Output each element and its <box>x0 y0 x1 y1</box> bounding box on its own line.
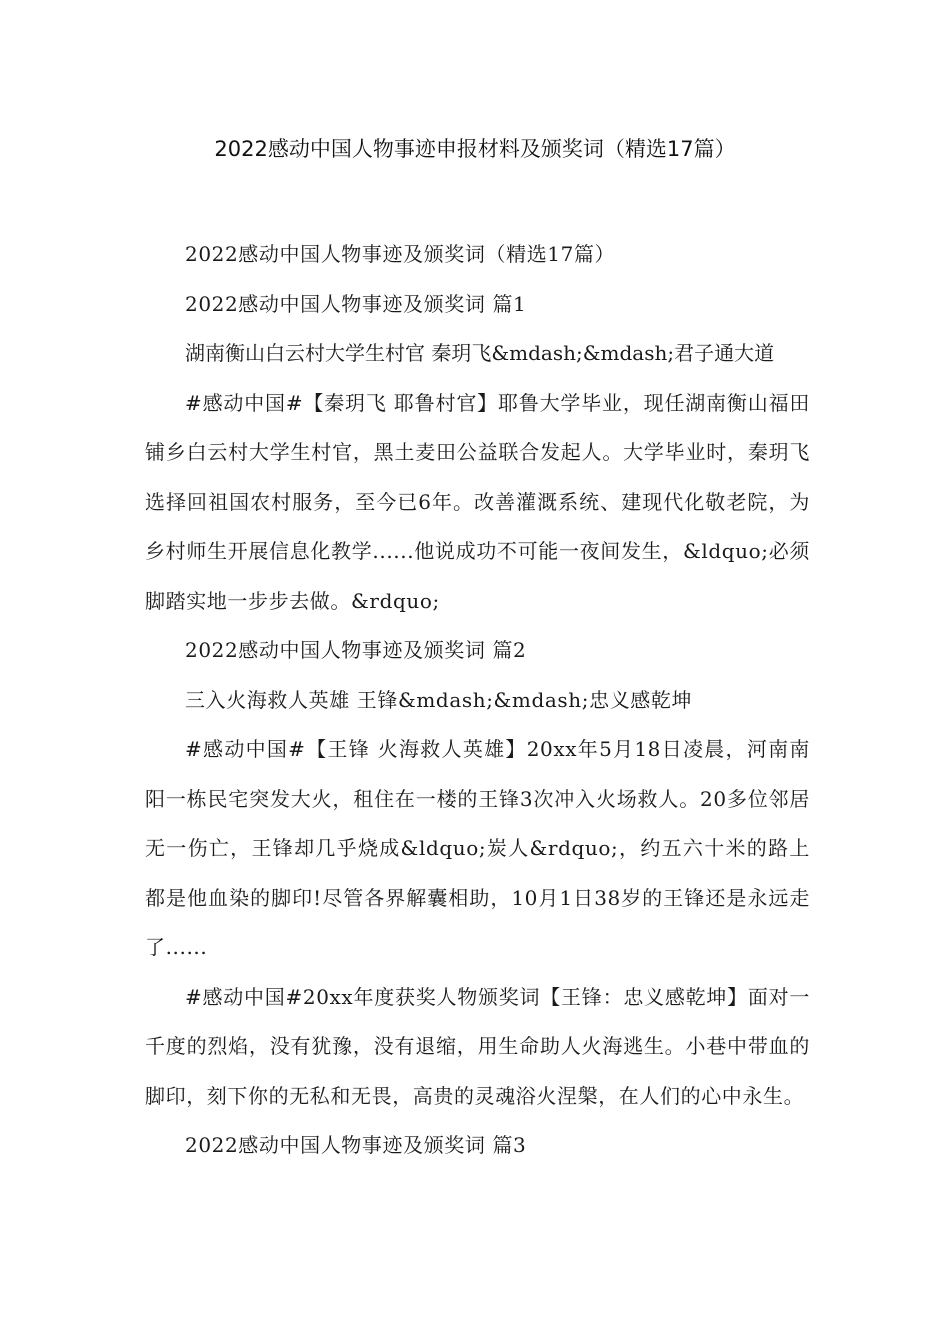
section-heading-1: 2022感动中国人物事迹及颁奖词 篇1 <box>185 291 527 316</box>
section-heading-2: 2022感动中国人物事迹及颁奖词 篇2 <box>185 638 527 662</box>
intro-heading: 2022感动中国人物事迹及颁奖词（精选17篇） <box>185 242 616 266</box>
person-subtitle-1: 湖南衡山白云村大学生村官 秦玥飞&mdash;&mdash;君子通大道 <box>185 341 775 365</box>
section-heading-3: 2022感动中国人物事迹及颁奖词 篇3 <box>185 1133 527 1157</box>
award-citation-paragraph: #感动中国#20xx年度获奖人物颁奖词【王锋：忠义感乾坤】面对一千度的烈焰，没有犹豫，没有退缩，用生命助人火海逃生。小巷中带血的脚印，刻下你的无私和无畏，高贵的灵魂浴火涅槃，在人们的心中永生。 <box>145 984 810 1108</box>
body-paragraph-1: #感动中国#【秦玥飞 耶鲁村官】耶鲁大学毕业，现任湖南衡山福田铺乡白云村大学生村官，黑土麦田公益联合发起人。大学毕业时，秦玥飞选择回祖国农村服务，至今已6年。改善灌溉系统、建现代化敬老院，为乡村师生开展信息化教学......他说成功不可能一夜间发生，&ldquo;必须脚踏实地一步步去做。&rdquo; <box>145 390 810 613</box>
body-paragraph-2: #感动中国#【王锋 火海救人英雄】20xx年5月18日凌晨，河南南阳一栋民宅突发大火，租住在一楼的王锋3次冲入火场救人。20多位邻居无一伤亡，王锋却几乎烧成&ldquo;炭人&rdquo;，约五六十米的路上都是他血染的脚印!尽管各界解囊相助，10月1日38岁的王锋还是永远走了...... <box>145 737 810 959</box>
document-title: 2022感动中国人物事迹申报材料及颁奖词（精选17篇） <box>214 137 736 161</box>
document-body <box>145 230 810 1171</box>
person-subtitle-2: 三入火海救人英雄 王锋&mdash;&mdash;忠义感乾坤 <box>185 687 693 712</box>
